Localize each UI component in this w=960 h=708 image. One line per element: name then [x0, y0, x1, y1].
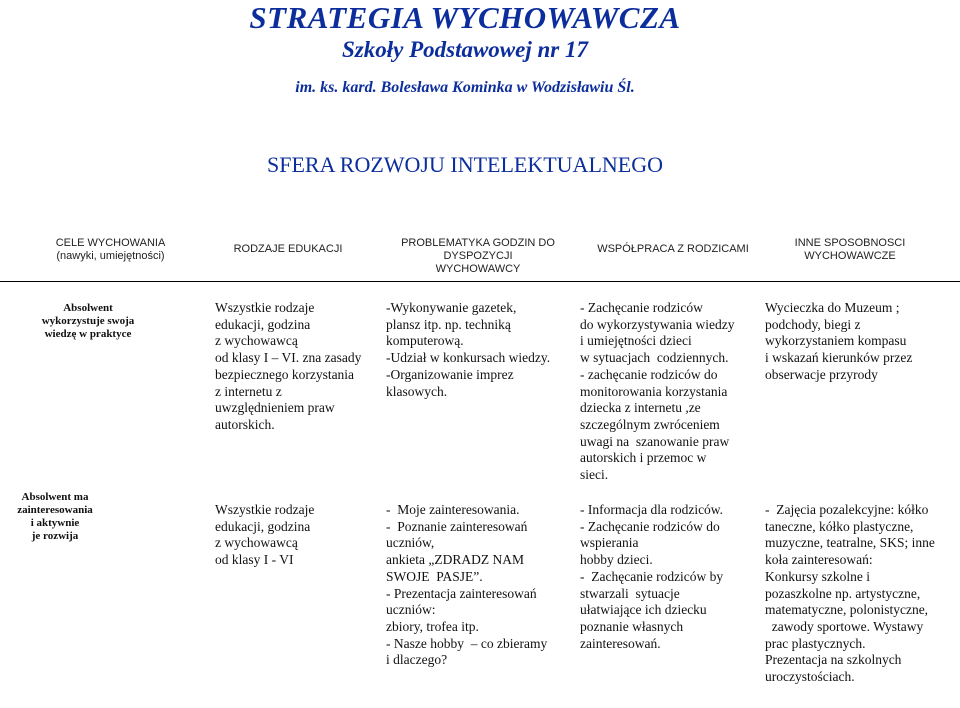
row-other-cell: - Zajęcia pozalekcyjne: kółko taneczne, kółko plastyczne, muzyczne, teatralne, SKS; inne koła zainteresowań: Konkursy szkolne i pozaszkolne np. artystyczne, matematyczne, polonistyczne, zawody sportowe. Wystawy prac plastycznych. Prezentacja na szkolnych uroczystościach.: [765, 502, 935, 685]
row-parents-cell: - Informacja dla rodziców. - Zachęcanie rodziców do wspierania hobby dzieci. - Zachęcanie rodziców by stwarzali sytuacje ułatwiające ich dziecku poznanie własnych zainteresowań.: [580, 502, 724, 651]
document-subtitle: Szkoły Podstawowej nr 17: [341, 37, 588, 62]
column-header-education: RODZAJE EDUKACJI: [233, 243, 343, 255]
row-goal-label: Absolwent wykorzystuje swoja wiedzę w praktyce: [41, 302, 135, 340]
column-header-topics: PROBLEMATYKA GODZIN DO DYSPOZYCJI WYCHOWAWCY: [401, 237, 555, 275]
header-divider: [0, 281, 960, 282]
row-education-cell: Wszystkie rodzaje edukacji, godzina z wychowawcą od klasy I – VI. zna zasady bezpiecznego korzystania z internetu z uwzględnieniem praw autorskich.: [215, 300, 362, 432]
row-topics-cell: - Moje zainteresowania. - Poznanie zainteresowań uczniów, ankieta „ZDRADZ NAM SWOJE PASJE”. - Prezentacja zainteresowań uczniów: zbiory, trofea itp. - Nasze hobby – co zbieramy i dlaczego?: [386, 502, 548, 668]
column-header-goals: CELE WYCHOWANIA (nawyki, umiejętności): [55, 237, 166, 262]
column-header-parents: WSPÓŁPRACA Z RODZICAMI: [597, 243, 749, 255]
school-patron: im. ks. kard. Bolesława Kominka w Wodzisławiu Śl.: [295, 79, 635, 96]
document-title: STRATEGIA WYCHOWAWCZA: [249, 0, 681, 35]
section-title: SFERA ROZWOJU INTELEKTUALNEGO: [267, 152, 663, 177]
row-topics-cell: -Wykonywanie gazetek, plansz itp. np. techniką komputerową. -Udział w konkursach wiedzy. -Organizowanie imprez klasowych.: [386, 300, 551, 399]
column-header-other: INNE SPOSOBNOSCI WYCHOWAWCZE: [794, 237, 906, 262]
row-other-cell: Wycieczka do Muzeum ; podchody, biegi z wykorzystaniem kompasu i wskazań kierunków przez obserwacje przyrody: [765, 300, 913, 382]
row-parents-cell: - Zachęcanie rodziców do wykorzystywania wiedzy i umiejętności dzieci w sytuacjach codziennych. - zachęcanie rodziców do monitorowania korzystania dziecka z internetu ,ze szczególnym zwróceniem uwagi na szanowanie praw autorskich i przemoc w sieci.: [580, 300, 735, 483]
row-goal-label: Absolwent ma zainteresowania i aktywnie je rozwija: [17, 491, 93, 542]
row-education-cell: Wszystkie rodzaje edukacji, godzina z wychowawcą od klasy I - VI: [215, 502, 315, 568]
